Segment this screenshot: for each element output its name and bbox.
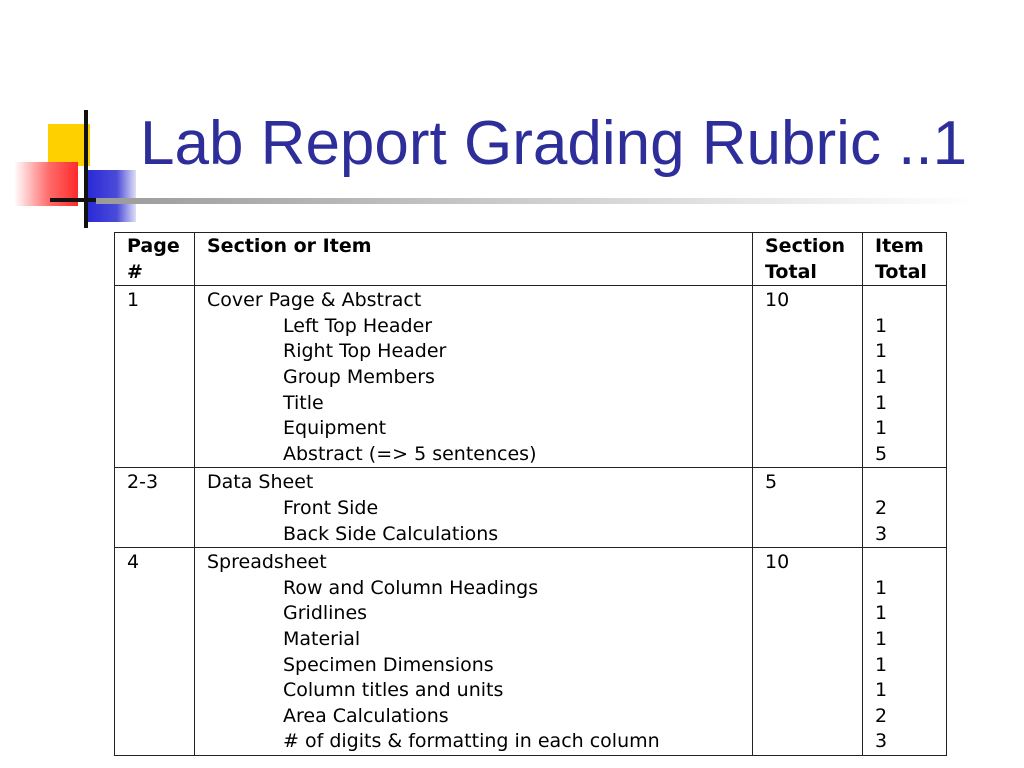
rubric-item-total: 1	[875, 417, 888, 440]
table-row	[115, 286, 947, 468]
table-row	[115, 468, 947, 548]
rubric-item-total: 1	[875, 340, 888, 363]
rubric-item-label: Material	[283, 627, 361, 650]
item-total-cell	[863, 286, 947, 468]
page-number: 2-3	[127, 471, 159, 494]
rubric-item-label: Column titles and units	[283, 679, 504, 702]
item-total-spacer	[875, 550, 938, 576]
rubric-item-label: # of digits & formatting in each column	[283, 730, 660, 753]
section-total-value: 10	[765, 551, 790, 574]
rubric-item-label: Left Top Header	[283, 314, 433, 337]
rubric-item-total: 1	[875, 314, 888, 337]
item-total-spacer	[875, 288, 938, 314]
logo-vertical-line	[84, 110, 88, 228]
rubric-item-label: Title	[283, 391, 324, 414]
rubric-item-total: 1	[875, 627, 888, 650]
rubric-item-total: 3	[875, 522, 888, 545]
rubric-item-label: Group Members	[283, 365, 435, 388]
header-section: Section or Item	[195, 233, 753, 286]
page-cell	[115, 286, 195, 468]
rubric-item-total: 1	[875, 391, 888, 414]
section-name: Data Sheet	[207, 471, 314, 494]
table-row	[115, 548, 947, 756]
rubric-item-total: 1	[875, 576, 888, 599]
section-name: Cover Page & Abstract	[207, 289, 422, 312]
slide-title: Lab Report Grading Rubric ..1	[140, 109, 968, 178]
header-section-total: Section Total	[753, 233, 863, 286]
section-total-cell	[753, 286, 863, 468]
slide-logo-graphic	[0, 0, 140, 230]
rubric-item-total: 5	[875, 442, 888, 465]
rubric-item-total: 3	[875, 730, 888, 753]
item-total-cell	[863, 468, 947, 548]
page-number: 1	[127, 289, 140, 312]
rubric-item-label: Equipment	[283, 417, 387, 440]
grading-rubric-table	[114, 232, 947, 756]
header-item-total: Item Total	[863, 233, 947, 286]
page-cell	[115, 468, 195, 548]
page-number: 4	[127, 551, 140, 574]
section-cell	[195, 286, 753, 468]
rubric-item-label: Gridlines	[283, 602, 368, 625]
title-underline	[96, 198, 976, 204]
table-body	[115, 286, 947, 756]
section-cell	[195, 468, 753, 548]
rubric-item-total: 1	[875, 679, 888, 702]
section-cell	[195, 548, 753, 756]
rubric-item-label: Abstract (=> 5 sentences)	[283, 442, 537, 465]
rubric-item-label: Area Calculations	[283, 704, 449, 727]
item-total-spacer	[875, 470, 938, 496]
rubric-item-label: Specimen Dimensions	[283, 653, 494, 676]
rubric-item-total: 1	[875, 653, 888, 676]
header-page: Page #	[115, 233, 195, 286]
rubric-item-label: Front Side	[283, 496, 379, 519]
section-total-value: 10	[765, 289, 790, 312]
table-header-row	[115, 233, 947, 286]
page-cell	[115, 548, 195, 756]
rubric-item-label: Right Top Header	[283, 340, 447, 363]
section-total-cell	[753, 468, 863, 548]
section-total-cell	[753, 548, 863, 756]
rubric-item-total: 2	[875, 496, 888, 519]
logo-blue-square	[88, 170, 136, 222]
section-name: Spreadsheet	[207, 551, 327, 574]
rubric-item-total: 2	[875, 704, 888, 727]
rubric-item-total: 1	[875, 602, 888, 625]
rubric-item-total: 1	[875, 365, 888, 388]
item-total-cell	[863, 548, 947, 756]
rubric-item-label: Row and Column Headings	[283, 576, 539, 599]
rubric-item-label: Back Side Calculations	[283, 522, 499, 545]
section-total-value: 5	[765, 471, 778, 494]
